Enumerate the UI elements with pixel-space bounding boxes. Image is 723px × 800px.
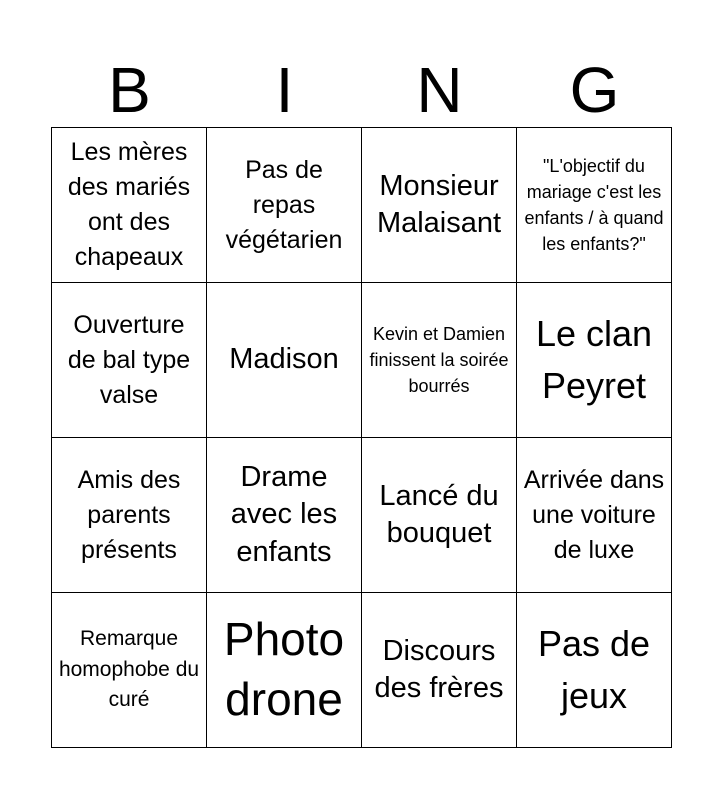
bingo-cell-r2c2[interactable]: Madison bbox=[207, 283, 362, 438]
bingo-grid bbox=[51, 127, 672, 748]
bingo-cell-r2c4[interactable]: Le clan Peyret bbox=[517, 283, 672, 438]
header-letter-i: I bbox=[275, 54, 294, 126]
bingo-cell-r1c2[interactable]: Pas de repas végétarien bbox=[207, 128, 362, 283]
bingo-cell-r4c2[interactable]: Photo drone bbox=[207, 593, 362, 748]
bingo-cell-r4c3[interactable]: Discours des frères bbox=[362, 593, 517, 748]
header-letter-b: B bbox=[108, 54, 151, 126]
bingo-cell-r1c1[interactable]: Les mères des mariés ont des chapeaux bbox=[52, 128, 207, 283]
bingo-cell-r2c3[interactable]: Kevin et Damien finissent la soirée bourrés bbox=[362, 283, 517, 438]
bingo-header bbox=[52, 52, 672, 128]
bingo-cell-r3c2[interactable]: Drame avec les enfants bbox=[207, 438, 362, 593]
bingo-cell-r4c1[interactable]: Remarque homophobe du curé bbox=[52, 593, 207, 748]
bingo-cell-r1c3[interactable]: Monsieur Malaisant bbox=[362, 128, 517, 283]
bingo-cell-r1c4[interactable]: "L'objectif du mariage c'est les enfants / à quand les enfants?" bbox=[517, 128, 672, 283]
bingo-cell-r3c4[interactable]: Arrivée dans une voiture de luxe bbox=[517, 438, 672, 593]
bingo-cell-r4c4[interactable]: Pas de jeux bbox=[517, 593, 672, 748]
bingo-cell-r3c3[interactable]: Lancé du bouquet bbox=[362, 438, 517, 593]
bingo-cell-r3c1[interactable]: Amis des parents présents bbox=[52, 438, 207, 593]
header-letter-g: G bbox=[569, 54, 620, 126]
header-letter-n: N bbox=[416, 54, 463, 126]
bingo-cell-r2c1[interactable]: Ouverture de bal type valse bbox=[52, 283, 207, 438]
